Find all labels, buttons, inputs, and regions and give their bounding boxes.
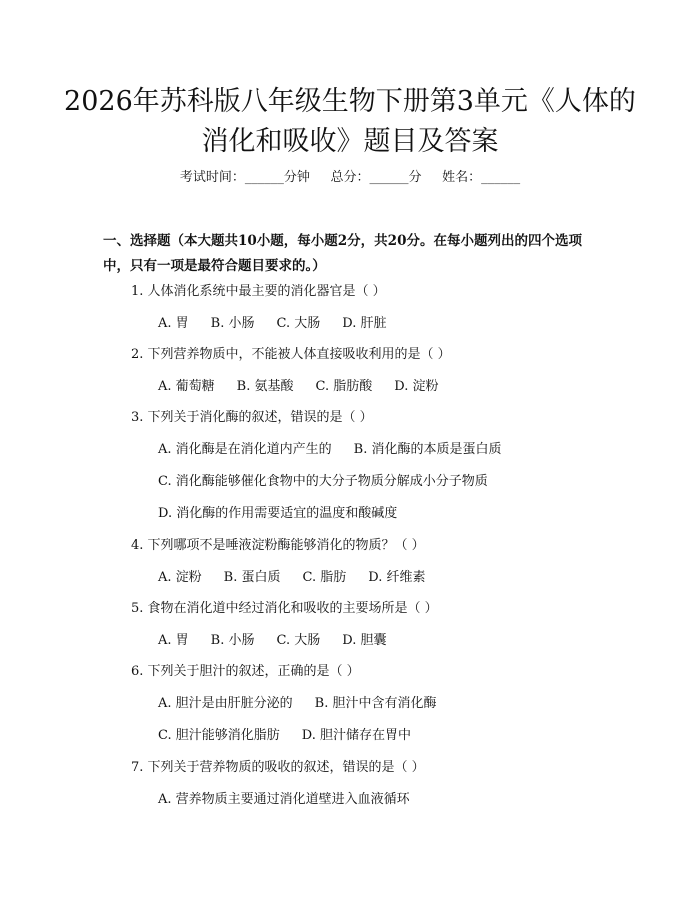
option: B. 小肠 (210, 633, 255, 648)
option: A. 胃 (158, 633, 189, 648)
option-row (158, 377, 438, 397)
option: C. 脂肪 (302, 570, 347, 585)
option: B. 蛋白质 (223, 570, 281, 585)
option: D. 消化酶的作用需要适宜的温度和酸碱度 (158, 506, 398, 521)
option: B. 胆汁中含有消化酶 (314, 696, 437, 711)
option: D. 肝脏 (342, 316, 387, 331)
option: A. 胃 (158, 316, 189, 331)
option: D. 胆囊 (342, 633, 387, 648)
option-row (158, 472, 488, 492)
option-row (158, 568, 425, 588)
option: C. 消化酶能够催化食物中的大分子物质分解成小分子物质 (158, 474, 488, 489)
option: A. 胆汁是由肝脏分泌的 (158, 696, 293, 711)
question-stem: 3. 下列关于消化酶的叙述，错误的是（ ） (131, 410, 373, 425)
option: D. 纤维素 (368, 570, 426, 585)
option: D. 淀粉 (394, 379, 439, 394)
option-row (158, 504, 397, 524)
option: C. 大肠 (276, 633, 321, 648)
section-header: 一、选择题（本大题共10小题，每小题2分，共20分。在每小题列出的四个选项中，只有一项是最符合题目要求的。） (103, 233, 582, 274)
option: B. 消化酶的本质是蛋白质 (353, 442, 502, 457)
document-title: 2026年苏科版八年级生物下册第3单元《人体的消化和吸收》题目及答案 (64, 86, 636, 157)
exam-info-line: 考试时间：______分钟 总分：______分 姓名：______ (179, 170, 521, 185)
option-row (158, 790, 410, 810)
option-row (158, 694, 436, 714)
option: C. 大肠 (276, 316, 321, 331)
option-row (158, 440, 501, 460)
option: C. 胆汁能够消化脂肪 (158, 728, 280, 743)
option-row (158, 631, 386, 651)
option: B. 氨基酸 (236, 379, 294, 394)
option: D. 胆汁储存在胃中 (301, 728, 411, 743)
option: B. 小肠 (210, 316, 255, 331)
option: A. 葡萄糖 (158, 379, 215, 394)
option: A. 消化酶是在消化道内产生的 (158, 442, 332, 457)
option: A. 营养物质主要通过消化道壁进入血液循环 (158, 792, 410, 807)
question-stem: 2. 下列营养物质中，不能被人体直接吸收利用的是（ ） (131, 347, 451, 362)
question-stem: 7. 下列关于营养物质的吸收的叙述，错误的是（ ） (131, 760, 425, 775)
option-row (158, 726, 411, 746)
question-stem: 5. 食物在消化道中经过消化和吸收的主要场所是（ ） (131, 601, 438, 616)
question-stem: 4. 下列哪项不是唾液淀粉酶能够消化的物质？（ ） (131, 538, 425, 553)
option: C. 脂肪酸 (315, 379, 373, 394)
question-stem: 6. 下列关于胆汁的叙述，正确的是（ ） (131, 664, 360, 679)
question-stem: 1. 人体消化系统中最主要的消化器官是（ ） (131, 284, 386, 299)
option-row (158, 314, 386, 334)
option: A. 淀粉 (158, 570, 202, 585)
